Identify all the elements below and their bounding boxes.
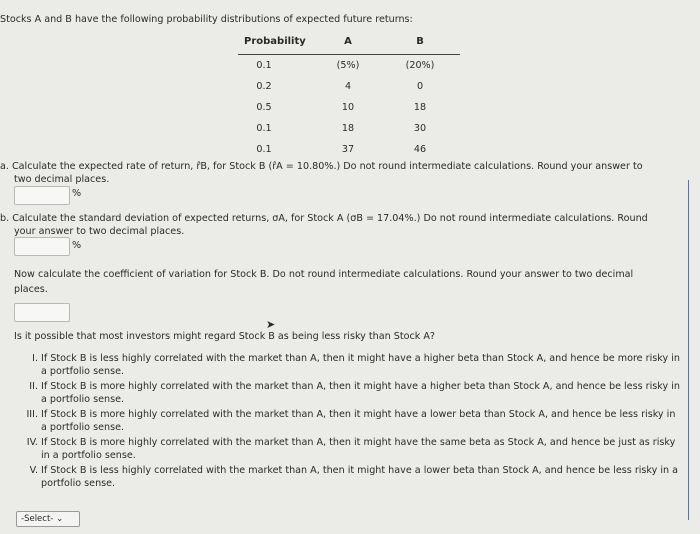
option-item	[18, 408, 688, 434]
header-a: A	[344, 36, 352, 47]
option-number: IV.	[26, 437, 38, 448]
stock-b-cell: (20%)	[405, 60, 435, 71]
question-b-text: b. Calculate the standard deviation of expected returns, σA, for Stock A (σB = 17.04%.) Do not round intermediate calculations. Round	[0, 213, 648, 224]
question-b-text-2: your answer to two decimal places.	[14, 226, 185, 237]
percent-unit: %	[72, 188, 82, 199]
intro-text: Stocks A and B have the following probability distributions of expected future returns:	[0, 14, 413, 25]
option-number: III.	[26, 409, 38, 420]
select-label: -Select-	[21, 514, 54, 524]
option-item	[18, 380, 688, 406]
probability-cell: 0.1	[256, 123, 272, 134]
stock-a-cell: 18	[341, 123, 355, 134]
question-cv-text: Now calculate the coefficient of variation for Stock B. Do not round intermediate calculations. Round your answer to two decimal	[14, 269, 634, 280]
question-b	[0, 213, 700, 237]
cv-b-input[interactable]	[14, 303, 70, 322]
mouse-cursor-icon: ➤	[266, 318, 276, 331]
option-item	[18, 352, 688, 378]
header-probability: Probability	[244, 36, 306, 47]
probability-cell: 0.2	[256, 81, 272, 92]
option-number: I.	[32, 353, 38, 364]
stock-b-cell: 46	[413, 144, 427, 155]
stock-a-cell: 10	[341, 102, 355, 113]
expected-return-b-input[interactable]	[14, 186, 70, 205]
question-a-text: a. Calculate the expected rate of return, r̂B, for Stock B (r̂A = 10.80%.) Do not round intermediate calculations. Round your answer to	[0, 161, 643, 172]
right-border	[688, 180, 689, 520]
probability-cell: 0.1	[256, 60, 272, 71]
question-a-text-2: two decimal places.	[14, 174, 110, 185]
header-b: B	[416, 36, 424, 47]
stock-a-cell: (5%)	[336, 60, 360, 71]
option-number: V.	[29, 465, 38, 476]
stock-b-cell: 18	[413, 102, 427, 113]
option-item	[18, 436, 688, 462]
stock-b-cell: 30	[413, 123, 427, 134]
option-text: If Stock B is more highly correlated with the market than A, then it might have a lower beta than Stock A, and hence be less risky in a portfolio sense.	[41, 409, 676, 433]
stock-b-cell: 0	[416, 81, 424, 92]
option-number: II.	[29, 381, 38, 392]
question-a	[0, 161, 700, 185]
option-text: If Stock B is more highly correlated with the market than A, then it might have a higher beta than Stock A, and hence be less risky in a portfolio sense.	[41, 381, 680, 405]
option-item	[18, 464, 688, 490]
answer-select[interactable]	[16, 511, 80, 527]
question-cv-text-2: places.	[14, 284, 48, 295]
percent-unit: %	[72, 240, 82, 251]
option-text: If Stock B is more highly correlated with the market than A, then it might have the same beta as Stock A, and hence be just as risky in a portfolio sense.	[41, 437, 676, 461]
option-text: If Stock B is less highly correlated with the market than A, then it might have a lower beta than Stock A, and hence be less risky in a portfolio sense.	[41, 465, 679, 489]
option-text: If Stock B is less highly correlated with the market than A, then it might have a higher beta than Stock A, and hence be more risky in a portfolio sense.	[41, 353, 680, 377]
probability-cell: 0.1	[256, 144, 272, 155]
stock-a-cell: 37	[341, 144, 355, 155]
std-dev-a-input[interactable]	[14, 237, 70, 256]
stock-a-cell: 4	[344, 81, 352, 92]
header-rule	[238, 54, 460, 55]
chevron-down-icon: ⌄	[56, 514, 64, 524]
question-cv	[14, 269, 694, 295]
risk-question: Is it possible that most investors might regard Stock B as being less risky than Stock A?	[14, 331, 436, 342]
probability-cell: 0.5	[256, 102, 272, 113]
